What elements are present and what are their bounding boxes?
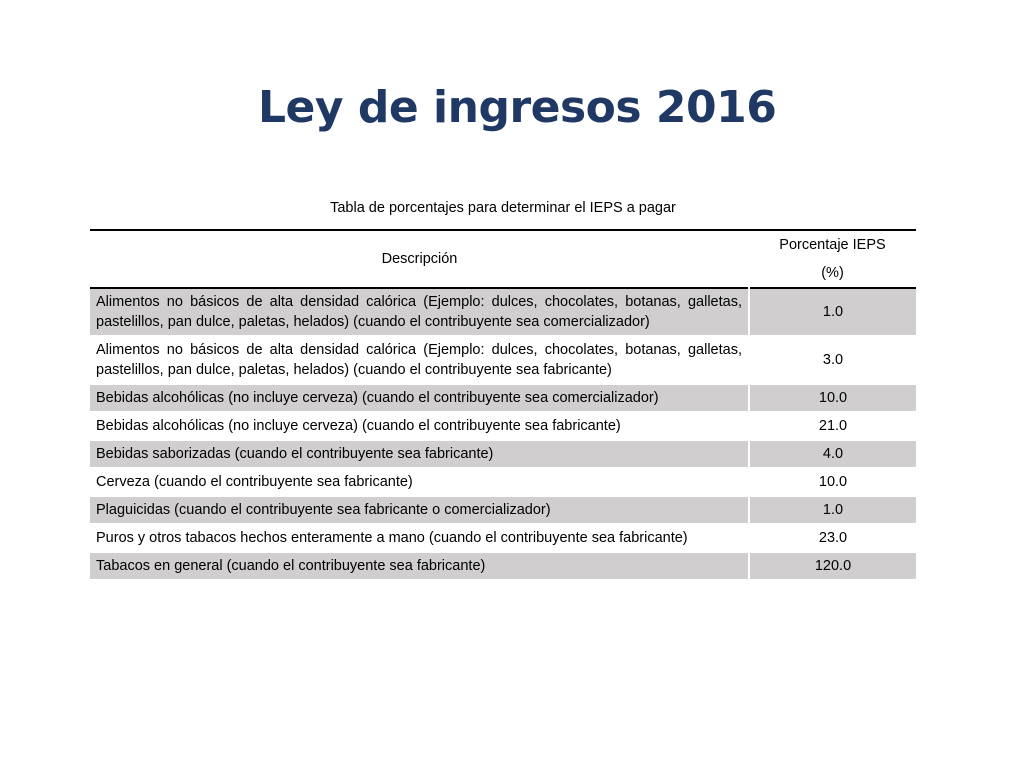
table-row [90,336,916,384]
row-percent: 4.0 [749,440,916,468]
slide-title: Ley de ingresos 2016 [258,82,777,133]
ieps-table [90,229,916,581]
row-percent: 21.0 [749,412,916,440]
table-row [90,496,916,524]
column-header-percent-line2: (%) [821,265,844,281]
column-header-percent-line1: Porcentaje IEPS [779,237,886,253]
row-percent: 120.0 [749,552,916,580]
row-description: Alimentos no básicos de alta densidad calórica (Ejemplo: dulces, chocolates, botanas, galletas, pastelillos, pan dulce, paletas, helados) (cuando el contribuyente sea comercializador) [90,288,749,336]
row-description: Plaguicidas (cuando el contribuyente sea fabricante o comercializador) [90,496,749,524]
table-body [90,288,916,580]
row-percent: 1.0 [749,496,916,524]
row-description: Bebidas alcohólicas (no incluye cerveza) (cuando el contribuyente sea comercializador) [90,384,749,412]
table-row [90,412,916,440]
row-percent: 3.0 [749,336,916,384]
row-description: Cerveza (cuando el contribuyente sea fabricante) [90,468,749,496]
row-description: Bebidas saborizadas (cuando el contribuyente sea fabricante) [90,440,749,468]
row-percent: 10.0 [749,384,916,412]
table-row [90,384,916,412]
row-description: Bebidas alcohólicas (no incluye cerveza) (cuando el contribuyente sea fabricante) [90,412,749,440]
table-caption: Tabla de porcentajes para determinar el IEPS a pagar [330,200,676,216]
table-row [90,440,916,468]
table-header-row [90,230,916,288]
row-percent: 1.0 [749,288,916,336]
row-description: Alimentos no básicos de alta densidad calórica (Ejemplo: dulces, chocolates, botanas, galletas, pastelillos, pan dulce, paletas, helados) (cuando el contribuyente sea fabricante) [90,336,749,384]
row-description: Tabacos en general (cuando el contribuyente sea fabricante) [90,552,749,580]
table-row [90,524,916,552]
row-percent: 23.0 [749,524,916,552]
table-row [90,468,916,496]
row-percent: 10.0 [749,468,916,496]
table-row [90,552,916,580]
table-row [90,288,916,336]
column-header-description: Descripción [381,251,458,267]
row-description: Puros y otros tabacos hechos enteramente a mano (cuando el contribuyente sea fabricante) [90,524,749,552]
column-header-percent [749,230,916,288]
